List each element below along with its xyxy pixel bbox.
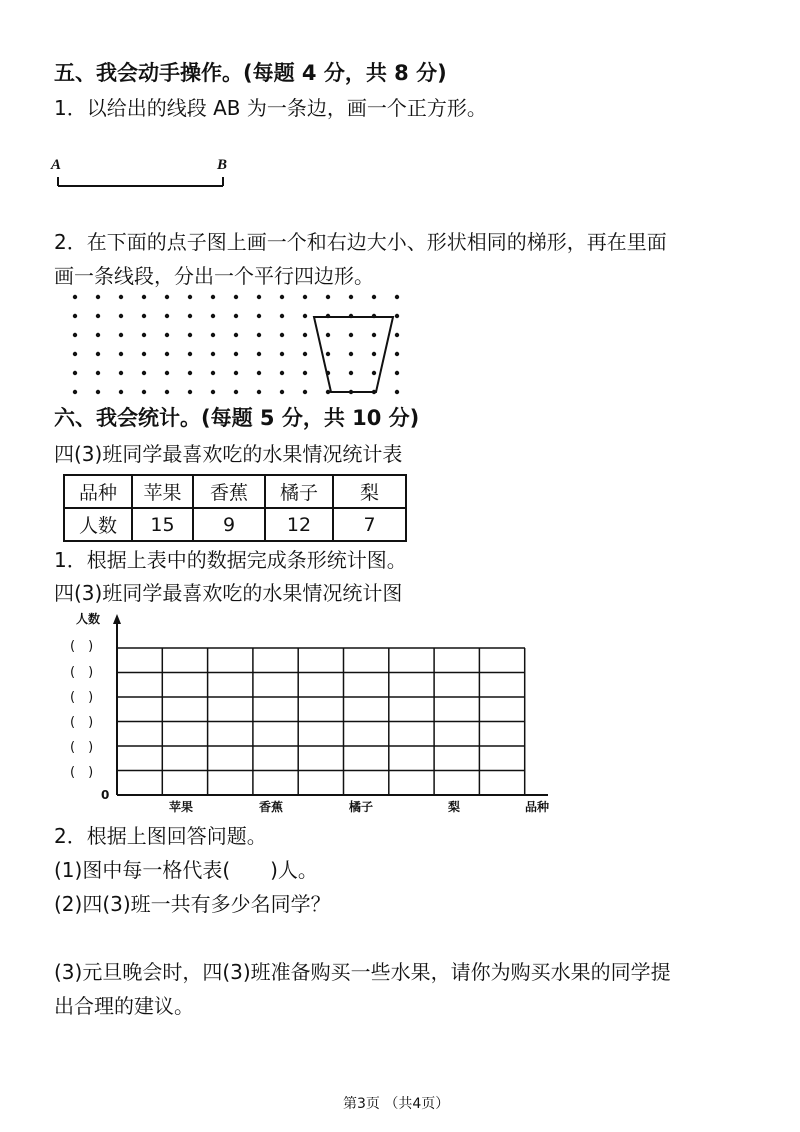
question-5-2-line1: 2．在下面的点子图上画一个和右边大小、形状相同的梯形，再在里面	[54, 230, 667, 254]
grid-dot	[280, 352, 284, 356]
grid-dot	[73, 371, 77, 375]
grid-dot	[188, 333, 192, 337]
grid-dot	[211, 295, 215, 299]
grid-dot	[119, 352, 123, 356]
grid-dot	[234, 295, 238, 299]
grid-dot	[372, 295, 376, 299]
grid-dot	[165, 352, 169, 356]
grid-dot	[395, 390, 399, 394]
grid-dot	[257, 333, 261, 337]
grid-dot	[165, 295, 169, 299]
grid-dot	[165, 333, 169, 337]
grid-dot	[165, 371, 169, 375]
y-tick-label: ( )	[70, 740, 94, 755]
table-cell: 9	[193, 508, 265, 541]
question-6-2-3-line2: 出合理的建议。	[54, 994, 194, 1018]
grid-dot	[188, 295, 192, 299]
question-5-1: 1．以给出的线段 AB 为一条边，画一个正方形。	[54, 96, 487, 120]
grid-dot	[234, 314, 238, 318]
grid-dot	[349, 371, 353, 375]
grid-dot	[395, 371, 399, 375]
question-6-2-2: (2)四(3)班一共有多少名同学？	[54, 892, 331, 916]
grid-dot	[326, 390, 330, 394]
y-axis-label: 人数	[76, 612, 101, 626]
table-cell: 人数	[64, 508, 132, 541]
grid-dot	[326, 295, 330, 299]
grid-dot	[188, 371, 192, 375]
grid-dot	[73, 314, 77, 318]
grid-dot	[372, 333, 376, 337]
grid-dot	[303, 352, 307, 356]
grid-dot	[280, 314, 284, 318]
grid-dot	[395, 295, 399, 299]
grid-dot	[372, 352, 376, 356]
y-tick-label: ( )	[70, 715, 94, 730]
grid-dot	[303, 295, 307, 299]
grid-dot	[119, 390, 123, 394]
grid-dot	[257, 371, 261, 375]
grid-dot	[96, 314, 100, 318]
grid-dot	[119, 371, 123, 375]
section-6-title: 六、我会统计。(每题 5 分，共 10 分)	[54, 406, 420, 430]
grid-dot	[119, 295, 123, 299]
grid-dot	[142, 314, 146, 318]
grid-dot	[280, 333, 284, 337]
grid-dot	[96, 295, 100, 299]
bar-chart-grid	[113, 614, 548, 795]
grid-dot	[119, 333, 123, 337]
table-cell: 橘子	[265, 475, 333, 508]
grid-dot	[395, 333, 399, 337]
grid-dot	[257, 390, 261, 394]
y-tick-label: ( )	[70, 765, 94, 780]
grid-dot	[211, 390, 215, 394]
grid-dot	[234, 390, 238, 394]
origin-label: 0	[101, 788, 110, 802]
table-cell: 香蕉	[193, 475, 265, 508]
x-tick-label: 苹果	[169, 800, 194, 814]
table-cell: 12	[265, 508, 333, 541]
y-axis-arrow	[113, 614, 121, 624]
table-header-row	[64, 475, 406, 508]
table-cell: 品种	[64, 475, 132, 508]
grid-dot	[280, 390, 284, 394]
chart-title: 四(3)班同学最喜欢吃的水果情况统计图	[54, 581, 403, 605]
grid-dot	[73, 390, 77, 394]
grid-dot	[165, 314, 169, 318]
page-footer: 第3页 （共4页）	[343, 1096, 450, 1112]
section-5-title: 五、我会动手操作。(每题 4 分，共 8 分)	[54, 61, 447, 85]
y-tick-label: ( )	[70, 639, 94, 654]
grid-dot	[234, 352, 238, 356]
grid-dot	[211, 352, 215, 356]
grid-dot	[211, 371, 215, 375]
grid-dot	[257, 295, 261, 299]
grid-dot	[96, 371, 100, 375]
table-cell: 梨	[333, 475, 406, 508]
grid-dot	[96, 352, 100, 356]
grid-dot	[280, 295, 284, 299]
grid-dot	[73, 352, 77, 356]
question-5-2-line2: 画一条线段，分出一个平行四边形。	[54, 264, 374, 288]
grid-dot	[142, 352, 146, 356]
table-row	[64, 508, 406, 541]
question-6-2-1: (1)图中每一格代表( )人。	[54, 858, 318, 882]
grid-dot	[234, 333, 238, 337]
grid-dot	[326, 333, 330, 337]
grid-dot	[303, 390, 307, 394]
grid-dot	[372, 371, 376, 375]
table-cell: 苹果	[132, 475, 193, 508]
y-tick-label: ( )	[70, 690, 94, 705]
grid-dot	[349, 333, 353, 337]
grid-dot	[211, 333, 215, 337]
x-tick-label: 梨	[448, 800, 461, 814]
grid-dot	[303, 314, 307, 318]
grid-dot	[280, 371, 284, 375]
x-tick-label: 香蕉	[259, 800, 284, 814]
grid-dot	[188, 352, 192, 356]
grid-dot	[165, 390, 169, 394]
point-b-label: B	[217, 157, 228, 173]
grid-dot	[142, 295, 146, 299]
question-6-1: 1．根据上表中的数据完成条形统计图。	[54, 548, 407, 572]
table-cell: 15	[132, 508, 193, 541]
grid-dot	[326, 352, 330, 356]
grid-dot	[119, 314, 123, 318]
trapezoid-shape	[314, 317, 393, 392]
x-tick-label: 橘子	[349, 800, 374, 814]
grid-dot	[303, 371, 307, 375]
grid-dot	[96, 390, 100, 394]
grid-dot	[73, 295, 77, 299]
point-a-label: A	[51, 157, 62, 173]
segment-ab	[58, 177, 223, 186]
y-tick-label: ( )	[70, 665, 94, 680]
grid-dot	[303, 333, 307, 337]
grid-dot	[211, 314, 215, 318]
x-axis-label: 品种	[525, 800, 550, 814]
grid-dot	[257, 314, 261, 318]
grid-dot	[257, 352, 261, 356]
dot-grid	[73, 295, 399, 394]
grid-dot	[142, 333, 146, 337]
grid-dot	[188, 390, 192, 394]
grid-dot	[73, 333, 77, 337]
question-6-2: 2．根据上图回答问题。	[54, 824, 267, 848]
grid-dot	[349, 352, 353, 356]
fruit-table	[63, 474, 407, 542]
grid-dot	[349, 295, 353, 299]
grid-dot	[142, 390, 146, 394]
grid-dot	[142, 371, 146, 375]
table-title: 四(3)班同学最喜欢吃的水果情况统计表	[54, 442, 403, 466]
grid-dot	[395, 314, 399, 318]
grid-dot	[188, 314, 192, 318]
grid-dot	[234, 371, 238, 375]
question-6-2-3-line1: (3)元旦晚会时，四(3)班准备购买一些水果，请你为购买水果的同学提	[54, 960, 671, 984]
table-cell: 7	[333, 508, 406, 541]
grid-dot	[96, 333, 100, 337]
grid-dot	[395, 352, 399, 356]
